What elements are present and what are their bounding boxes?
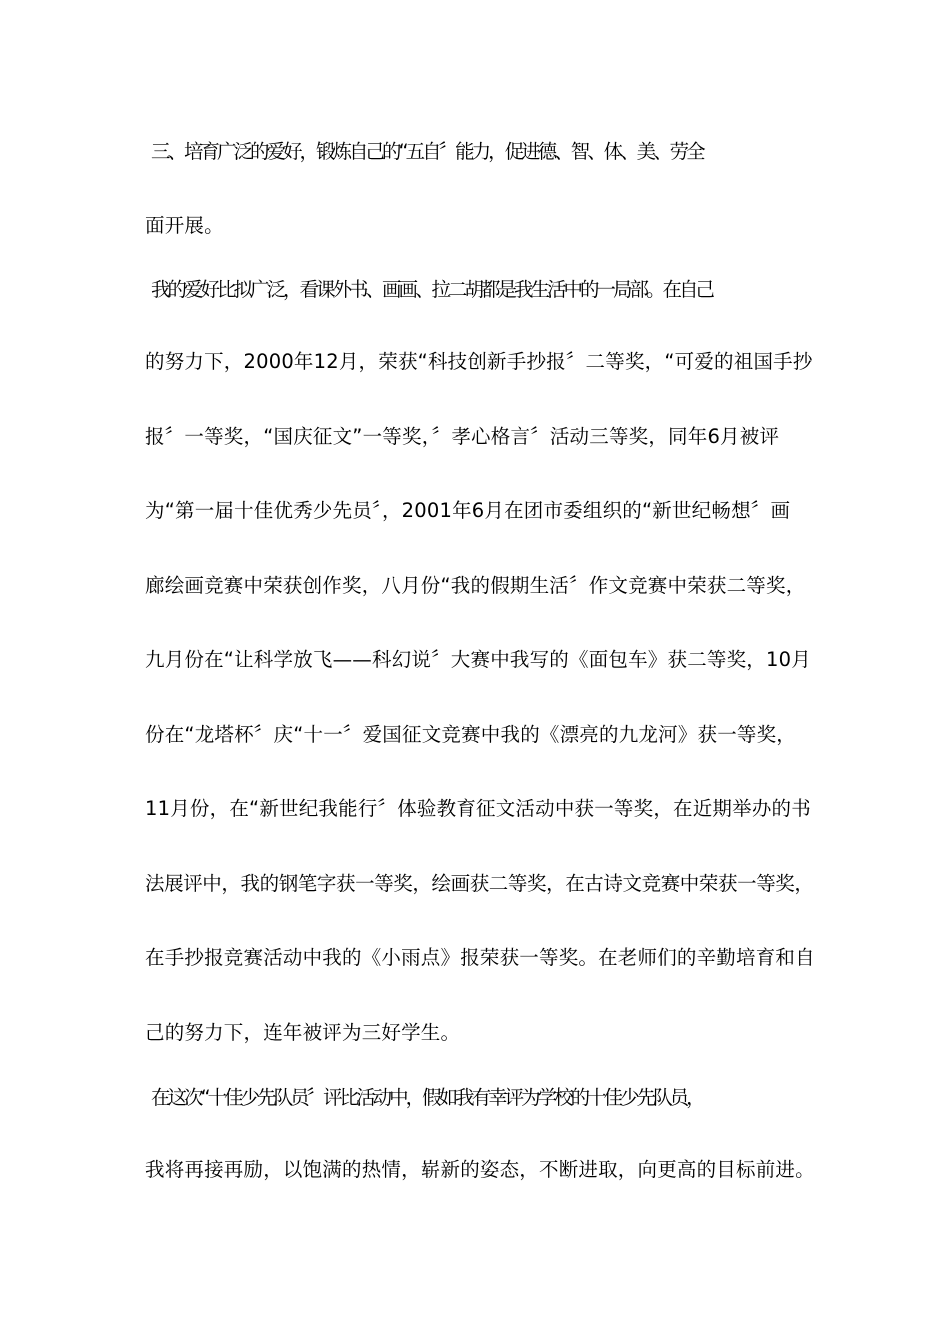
paragraph-line: 我的爱好比拟广泛，看课外书、画画、拉二胡都是我生活中的一局部。在自己 (151, 278, 713, 301)
paragraph-line: 九月份在“让科学放飞——科幻说〞大赛中我写的《面包车》获二等奖，10月 (145, 648, 811, 671)
paragraph-line: 我将再接再励，以饱满的热情，崭新的姿态，不断进取，向更高的目标前进。 (145, 1158, 815, 1181)
paragraph-line: 在手抄报竞赛活动中我的《小雨点》报荣获一等奖。在老师们的辛勤培育和自 (145, 946, 815, 969)
paragraph-line: 廊绘画竞赛中荣获创作奖，八月份“我的假期生活〞作文竞赛中荣获二等奖， (145, 574, 806, 597)
paragraph-line: 的努力下，2000年12月，荣获“科技创新手抄报〞二等奖，“可爱的祖国手抄 (145, 350, 813, 373)
paragraph-line: 份在“龙塔杯〞庆“十一〞爱国征文竞赛中我的《漂亮的九龙河》获一等奖， (145, 723, 797, 746)
paragraph-line: 面开展。 (145, 214, 224, 237)
paragraph-line: 己的努力下，连年被评为三好学生。 (145, 1021, 461, 1044)
paragraph-line: 三、培育广泛的爱好，锻炼自己的“五自〞能力，促进德、智、体、美、劳全 (151, 140, 703, 163)
paragraph-line: 法展评中，我的钢笔字获一等奖，绘画获二等奖，在古诗文竞赛中荣获一等奖， (145, 872, 814, 895)
paragraph-line: 为“第一届十佳优秀少先员〞，2001年6月在团市委组织的“新世纪畅想〞画 (145, 499, 791, 522)
paragraph-line: 在这次“十佳少先队员〞评比活动中，假如我有幸评为学校的十佳少先队员， (151, 1086, 703, 1109)
paragraph-line: 11月份，在“新世纪我能行〞体验教育征文活动中获一等奖，在近期举办的书 (145, 797, 811, 820)
paragraph-line: 报〞一等奖，“国庆征文”一等奖，〞孝心格言〞活动三等奖，同年6月被评 (145, 425, 780, 448)
